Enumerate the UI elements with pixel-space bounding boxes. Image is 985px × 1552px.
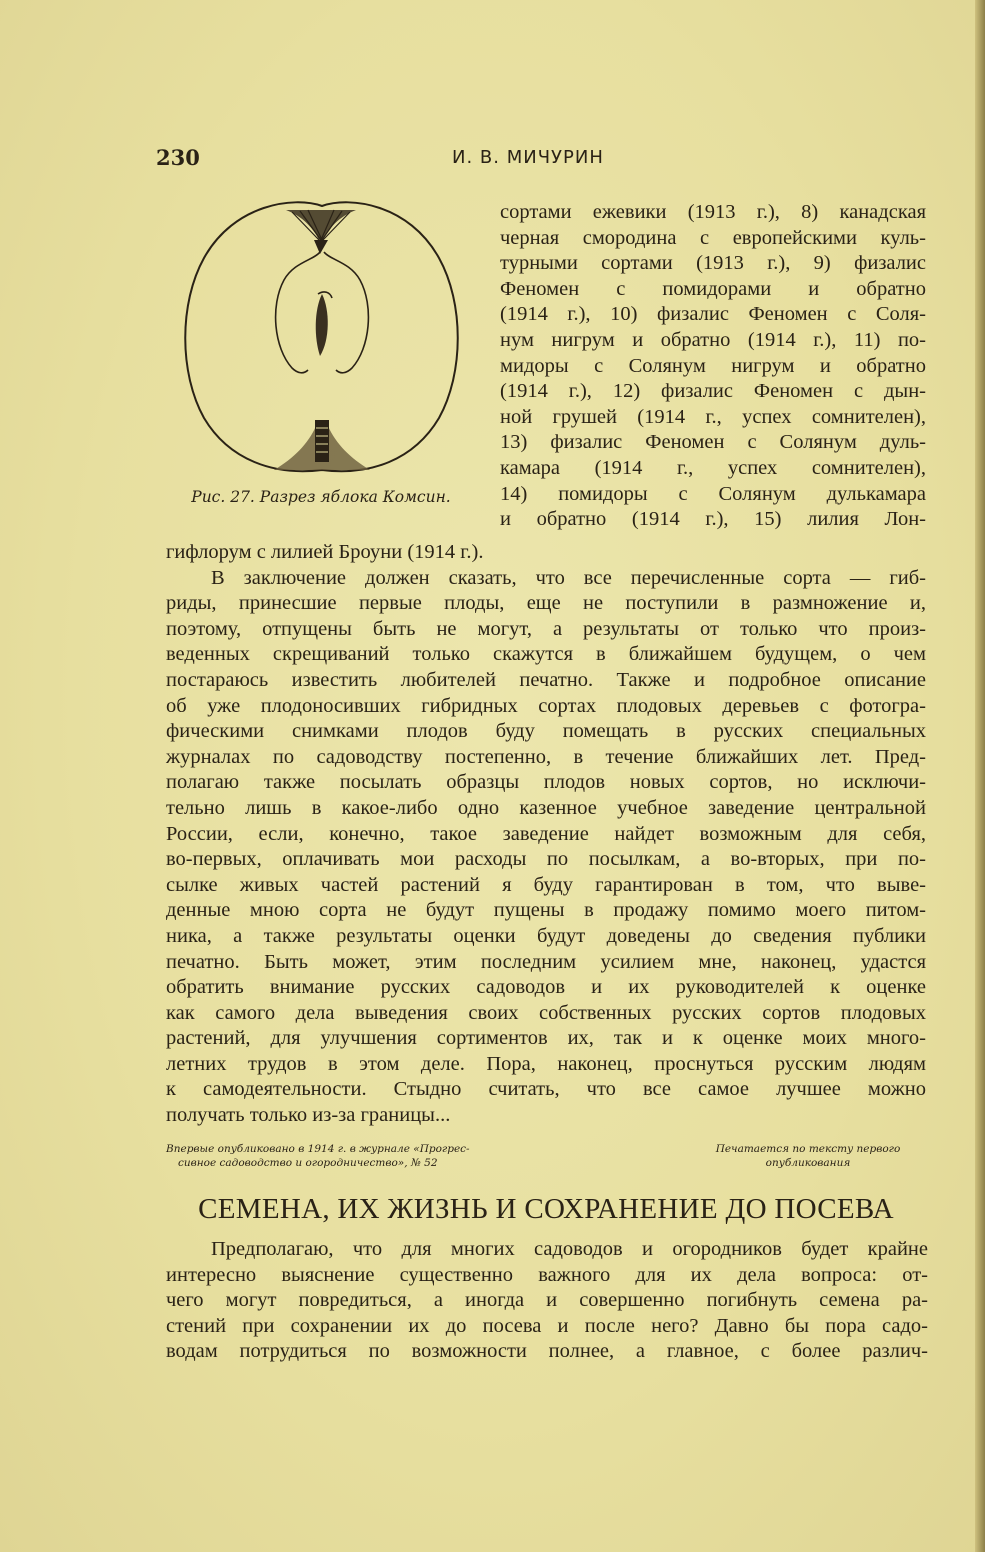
note-line: опубликования: [765, 1157, 851, 1169]
note-line: сивное садоводство и огородничество», № 52: [178, 1157, 438, 1169]
text-line: турными сортами (1913 г.), 9) физалис: [500, 252, 926, 275]
text-line: обратить внимание русских садоводов и их руководителей к оценке: [166, 976, 926, 999]
text-line: веденных скрещиваний только скажутся в ближайшем будущем, о чем: [166, 643, 926, 666]
text-line: журналах по садоводству постепенно, в течение ближайших лет. Пред-: [166, 745, 926, 768]
text-line: черная смородина с европейскими куль-: [500, 226, 926, 249]
text-line: 13) физалис Феномен с Солянум дуль-: [500, 431, 926, 454]
text-line: Предполагаю, что для многих садоводов и огородников будет крайне: [211, 1238, 928, 1260]
figure-caption: Рис. 27. Разрез яблока Комсин.: [191, 488, 451, 506]
text-line: интересно выяснение существенно важного для их дела вопроса: от-: [166, 1263, 928, 1286]
section-title: СЕМЕНА, ИХ ЖИЗНЬ И СОХРАНЕНИЕ ДО ПОСЕВА: [198, 1193, 894, 1225]
page-edge-shadow: [975, 0, 985, 1552]
text-line: нум нигрум и обратно (1914 г.), 11) по-: [500, 328, 926, 351]
text-line: сортами ежевики (1913 г.), 8) канадская: [500, 201, 926, 223]
text-line: 14) помидоры с Солянум дулькамара: [500, 482, 926, 505]
text-line: риды, принесшие первые плоды, еще не поступили в размножение и,: [166, 592, 926, 615]
text-line: и обратно (1914 г.), 15) лилия Лон-: [500, 508, 926, 531]
text-line: растений, для улучшения сортиментов их, так и к оценке моих много-: [166, 1027, 926, 1050]
text-line: ника, а также результаты оценки будут доведены до сведения публики: [166, 924, 926, 947]
first-published-note: [166, 1142, 506, 1170]
text-line: чего могут повредиться, а иногда и совершенно погибнуть семена ра-: [166, 1289, 928, 1312]
figure-27: [166, 198, 476, 523]
text-line: В заключение должен сказать, что все перечисленные сорта — гиб-: [211, 566, 926, 589]
conclusion-text: [166, 540, 926, 1129]
text-line: полагаю также посылать образцы плодов новых сортов, но исключи-: [166, 771, 926, 794]
text-line: денные мною сорта не будут пущены в продажу помимо моего питом-: [166, 899, 926, 922]
text-line: (1914 г.), 10) физалис Феномен с Соля-: [500, 303, 926, 326]
text-line: камара (1914 г., успех сомнителен),: [500, 456, 926, 479]
text-line: об уже плодоносивших гибридных сортах плодовых деревьев с фотогра-: [166, 694, 926, 717]
text-line: (1914 г.), 12) физалис Феномен с дын-: [500, 380, 926, 403]
section-text: [166, 1237, 928, 1365]
text-line: к самодеятельности. Стыдно считать, что все самое лучшее можно: [166, 1078, 926, 1101]
text-line: мидоры с Солянум нигрум и обратно: [500, 354, 926, 377]
text-line: водам потрудиться по возможности полнее, а главное, с более различ-: [166, 1340, 928, 1363]
note-line: Печатается по тексту первого: [715, 1143, 901, 1155]
page-number: 230: [156, 145, 200, 170]
apple-cross-section-icon: [174, 198, 469, 483]
text-line: России, если, конечно, такое заведение найдет возможным для себя,: [166, 822, 926, 845]
text-line: сылке живых частей растений я буду гарантирован в том, что выве-: [166, 873, 926, 896]
publication-notes: [166, 1142, 928, 1174]
text-line: постараюсь известить любителей печатно. Также и подробное описание: [166, 668, 926, 691]
text-line: Феномен с помидорами и обратно: [500, 277, 926, 300]
note-line: Впервые опубликовано в 1914 г. в журнале «Прогрес-: [166, 1143, 470, 1155]
text-line: летних трудов в этом деле. Пора, наконец, проснуться русским людям: [166, 1052, 926, 1075]
text-line: тельно лишь в какое-либо одно казенное учебное заведение центральной: [166, 796, 926, 819]
running-head: И. В. МИЧУРИН: [452, 147, 604, 168]
text-line: как самого дела выведения своих собственных русских сортов плодовых: [166, 1001, 926, 1024]
text-line: во-первых, оплачивать мои расходы по посылкам, а во-вторых, при по-: [166, 848, 926, 871]
text-line: ной грушей (1914 г., успех сомнителен),: [500, 405, 926, 428]
text-line: поэтому, отпущены быть не могут, а результаты от только что произ-: [166, 617, 926, 640]
text-line: печатно. Быть может, этим последним усилием мне, наконец, удастся: [166, 950, 926, 973]
text-line: получать только из-за границы...: [166, 1104, 451, 1127]
printed-from-note: [688, 1142, 928, 1170]
page-header: [156, 145, 931, 175]
continued-paragraph-column: [500, 200, 926, 533]
text-line: стений при сохранении их до посева и после него? Давно бы пора садо-: [166, 1314, 928, 1337]
text-line: гифлорум с лилией Броуни (1914 г.).: [166, 541, 484, 563]
text-line: фическими снимками плодов буду помещать в русских специальных: [166, 720, 926, 743]
